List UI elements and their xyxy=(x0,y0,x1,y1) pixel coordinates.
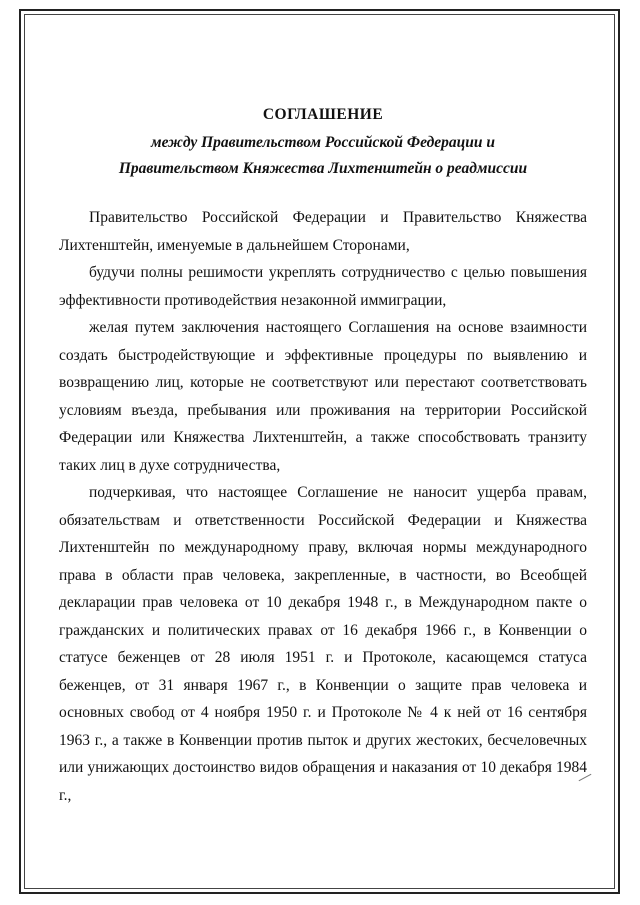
paragraph-procedures: желая путем заключения настоящего Соглашения на основе взаимности создать быстродействующие и эффективные процедуры по выявлению и возвращению лиц, которые не соответствуют или перестают соответствовать условиям въезда, пребывания или проживания на территории Российской Федерации или Княжества Лихтенштейн, а также способствовать транзиту таких лиц в духе сотрудничества, xyxy=(59,319,587,474)
document-title: СОГЛАШЕНИЕ xyxy=(262,106,384,123)
document-subtitle-line-2: Правительством Княжества Лихтенштейн о реадмиссии xyxy=(118,160,528,177)
document-content xyxy=(59,104,587,809)
document-body xyxy=(59,204,587,809)
paragraph-determination: будучи полны решимости укреплять сотрудничество с целью повышения эффективности противодействия незаконной иммиграции, xyxy=(59,264,587,309)
document-subtitle-line-1: между Правительством Российской Федерации и xyxy=(150,134,496,151)
paragraph-parties: Правительство Российской Федерации и Правительство Княжества Лихтенштейн, именуемые в дальнейшем Сторонами, xyxy=(59,209,587,254)
paragraph-international-law: подчеркивая, что настоящее Соглашение не наносит ущерба правам, обязательствам и ответственности Российской Федерации и Княжества Лихтенштейн по международному праву, включая нормы международного права в области прав человека, закрепленные, в частности, во Всеобщей декларации прав человека от 10 декабря 1948 г., в Международном пакте о гражданских и политических правах от 16 декабря 1966 г., в Конвенции о статусе беженцев от 28 июля 1951 г. и Протоколе, касающемся статуса беженцев, от 31 января 1967 г., в Конвенции о защите прав человека и основных свобод от 4 ноября 1950 г. и Протоколе № 4 к ней от 16 сентября 1963 г., а также в Конвенции против пыток и других жестоких, бесчеловечных или унижающих достоинство видов обращения и наказания от 10 декабря 1984 г., xyxy=(59,484,587,804)
